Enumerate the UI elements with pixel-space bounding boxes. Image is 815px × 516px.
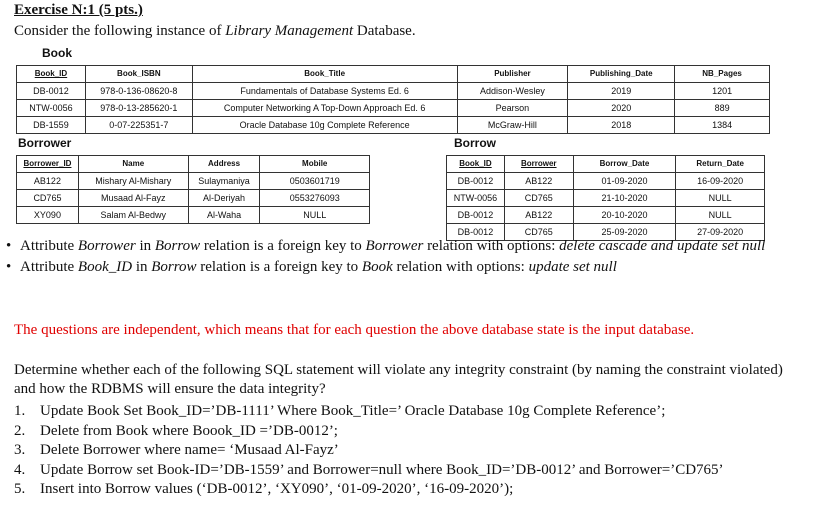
- table-row: [17, 100, 770, 117]
- table-cell: AB122: [504, 173, 573, 190]
- table-row: [17, 190, 370, 207]
- table-cell: DB-0012: [447, 207, 505, 224]
- determine-text: Determine whether each of the following SQL statement will violate any integrity constraint (by naming the constraint violated) and how the RDBMS will ensure the data integrity?: [14, 362, 783, 397]
- question-item: [14, 422, 724, 442]
- table-cell: 1384: [675, 117, 770, 134]
- intro-prefix: Consider the following instance of: [14, 23, 226, 39]
- column-header: Borrower: [504, 156, 573, 173]
- table-cell: 21-10-2020: [573, 190, 676, 207]
- constraint-bullets: [4, 237, 790, 276]
- bullet-icon: •: [6, 259, 12, 275]
- bullet-text: relation with options:: [423, 238, 560, 254]
- bullet-text: Borrow: [151, 259, 197, 275]
- question-text: Delete from Book where Boook_ID =’DB-0012’;: [40, 422, 338, 439]
- borrow-table: [446, 155, 765, 241]
- bullet-text: Borrower: [77, 238, 136, 254]
- column-header: Mobile: [260, 156, 370, 173]
- question-item: [14, 480, 724, 500]
- table-cell: Fundamentals of Database Systems Ed. 6: [192, 83, 457, 100]
- column-header: Book_Title: [192, 66, 457, 83]
- bullet-text: Book_ID: [77, 259, 133, 275]
- intro-db-name: Library Management: [225, 23, 354, 39]
- bullet-item: [4, 258, 790, 276]
- table-cell: CD765: [17, 190, 79, 207]
- table-cell: DB-0012: [447, 224, 505, 241]
- bullet-text: in: [132, 259, 152, 275]
- table-cell: Oracle Database 10g Complete Reference: [192, 117, 457, 134]
- table-cell: 978-0-136-08620-8: [85, 83, 192, 100]
- table-cell: 2018: [568, 117, 675, 134]
- book-table: [16, 65, 770, 134]
- bullet-text: relation with options:: [392, 259, 529, 275]
- borrow-header-row: [447, 156, 765, 173]
- borrower-table: [16, 155, 370, 224]
- bullet-text: relation is a foreign key to: [196, 259, 362, 275]
- column-header: Publisher: [457, 66, 568, 83]
- table-row: [447, 190, 765, 207]
- column-header: Name: [78, 156, 188, 173]
- table-cell: CD765: [504, 224, 573, 241]
- table-cell: DB-1559: [17, 117, 86, 134]
- table-row: [17, 83, 770, 100]
- column-header: Borrow_Date: [573, 156, 676, 173]
- table-cell: AB122: [17, 173, 79, 190]
- table-cell: NTW-0056: [447, 190, 505, 207]
- column-header: Publishing_Date: [568, 66, 675, 83]
- question-item: [14, 402, 724, 422]
- borrow-table-label: Borrow: [454, 136, 496, 150]
- table-cell: 978-0-13-285620-1: [85, 100, 192, 117]
- table-cell: Pearson: [457, 100, 568, 117]
- question-text: Insert into Borrow values (‘DB-0012’, ‘XY090’, ‘01-09-2020’, ‘16-09-2020’);: [40, 481, 514, 497]
- table-cell: Computer Networking A Top-Down Approach Ed. 6: [192, 100, 457, 117]
- table-cell: DB-0012: [447, 173, 505, 190]
- bullet-text: Borrower: [365, 238, 424, 254]
- column-header: Address: [188, 156, 260, 173]
- question-list: [14, 402, 724, 500]
- bullet-text: Borrow: [154, 238, 201, 254]
- column-header: Book_ISBN: [85, 66, 192, 83]
- book-header-row: [17, 66, 770, 83]
- table-cell: 2020: [568, 100, 675, 117]
- table-cell: 2019: [568, 83, 675, 100]
- table-cell: Mishary Al-Mishary: [78, 173, 188, 190]
- table-row: [17, 173, 370, 190]
- table-cell: DB-0012: [17, 83, 86, 100]
- table-cell: 25-09-2020: [573, 224, 676, 241]
- table-cell: Al-Deriyah: [188, 190, 260, 207]
- bullet-item: [4, 237, 790, 255]
- table-row: [17, 117, 770, 134]
- table-cell: 0553276093: [260, 190, 370, 207]
- table-cell: AB122: [504, 207, 573, 224]
- bullet-text: Attribute: [20, 238, 78, 254]
- question-number: 4.: [14, 461, 26, 478]
- column-header: Borrower_ID: [17, 156, 79, 173]
- column-header: NB_Pages: [675, 66, 770, 83]
- question-number: 3.: [14, 442, 26, 458]
- question-text: Delete Borrower where name= ‘Musaad Al-Fayz’: [40, 442, 339, 458]
- question-text: Update Borrow set Book-ID=’DB-1559’ and Borrower=null where Book_ID=’DB-0012’ and Borrower=’CD765’: [40, 461, 724, 478]
- intro-suffix: Database.: [353, 23, 416, 39]
- borrower-header-row: [17, 156, 370, 173]
- table-cell: 01-09-2020: [573, 173, 676, 190]
- table-cell: CD765: [504, 190, 573, 207]
- column-header: Book_ID: [17, 66, 86, 83]
- book-table-label: Book: [42, 46, 72, 60]
- borrower-table-label: Borrower: [18, 136, 72, 150]
- table-row: [17, 207, 370, 224]
- question-number: 5.: [14, 481, 26, 497]
- table-cell: 889: [675, 100, 770, 117]
- bullet-text: in: [135, 238, 155, 254]
- bullet-text: update set null: [528, 259, 617, 275]
- question-item: [14, 461, 724, 481]
- bullet-icon: •: [6, 238, 12, 254]
- bullet-text: relation is a foreign key to: [200, 238, 366, 254]
- question-number: 1.: [14, 403, 26, 419]
- table-cell: NULL: [676, 207, 765, 224]
- bullet-text: Book: [361, 259, 393, 275]
- column-header: Return_Date: [676, 156, 765, 173]
- table-cell: 1201: [675, 83, 770, 100]
- table-row: [447, 207, 765, 224]
- table-cell: 0503601719: [260, 173, 370, 190]
- table-cell: NULL: [676, 190, 765, 207]
- table-cell: 20-10-2020: [573, 207, 676, 224]
- exercise-title: Exercise N:1 (5 pts.): [14, 2, 143, 18]
- bullet-text: delete cascade and update set null: [559, 238, 766, 254]
- table-cell: McGraw-Hill: [457, 117, 568, 134]
- table-cell: Musaad Al-Fayz: [78, 190, 188, 207]
- question-number: 2.: [14, 422, 26, 439]
- table-cell: 0-07-225351-7: [85, 117, 192, 134]
- question-text: Update Book Set Book_ID=’DB-1111’ Where Book_Title=’ Oracle Database 10g Complete Reference’;: [40, 403, 666, 419]
- table-cell: Al-Waha: [188, 207, 260, 224]
- question-item: [14, 441, 724, 461]
- table-cell: Sulaymaniya: [188, 173, 260, 190]
- bullet-text: Attribute: [20, 259, 78, 275]
- column-header: Book_ID: [447, 156, 505, 173]
- independence-note: The questions are independent, which means that for each question the above database state is the input database.: [14, 322, 695, 338]
- table-row: [447, 173, 765, 190]
- table-cell: Salam Al-Bedwy: [78, 207, 188, 224]
- table-cell: NTW-0056: [17, 100, 86, 117]
- table-cell: 16-09-2020: [676, 173, 765, 190]
- table-cell: NULL: [260, 207, 370, 224]
- table-cell: 27-09-2020: [676, 224, 765, 241]
- table-cell: Addison-Wesley: [457, 83, 568, 100]
- table-cell: XY090: [17, 207, 79, 224]
- intro-text: [14, 23, 416, 40]
